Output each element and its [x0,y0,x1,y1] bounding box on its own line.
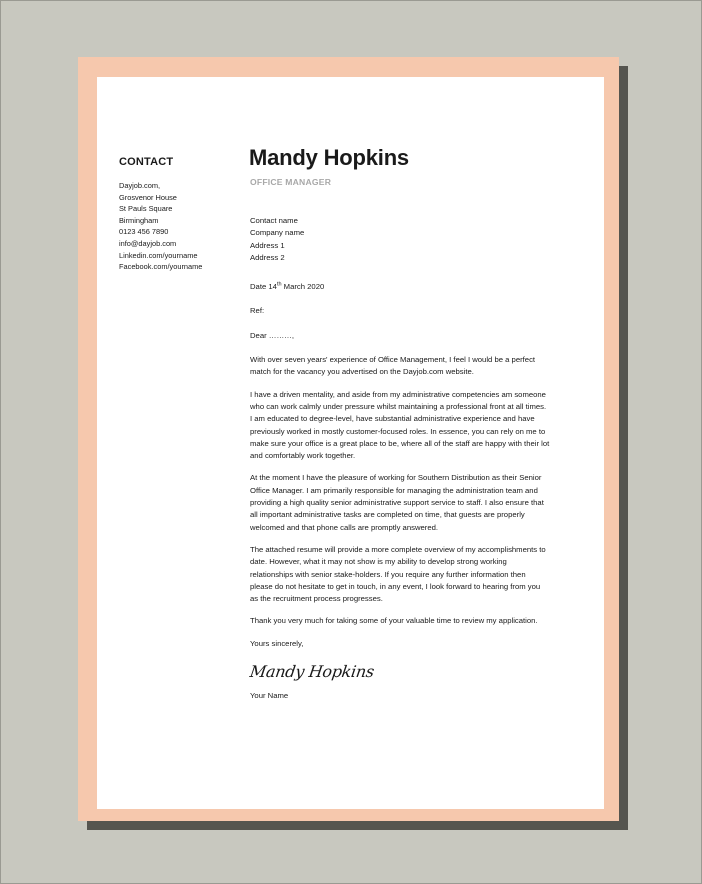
document-page [97,77,604,809]
salutation: Dear ………, [250,330,294,340]
paragraph-current-role: At the moment I have the pleasure of working for Southern Distribution as their Senior Office Manager. I am primarily responsible for managing the administration team and providing a high quality senior administrative support service to staff. I also ensure that all important administrative tasks are completed on time, that guests are properly welcomed and that phone calls are promptly answered. [250,473,544,532]
job-title: OFFICE MANAGER [250,177,332,187]
recipient-company-name: Company name [250,228,305,238]
contact-email: info@dayjob.com [119,238,177,248]
recipient-address-1: Address 1 [250,240,285,250]
closing: Yours sincerely, [250,638,304,648]
recipient-contact-name: Contact name [250,216,298,225]
paragraph-thanks: Thank you very much for taking some of your valuable time to review my application. [250,616,538,626]
letter-date: Date 14th March 2020 [250,281,325,292]
paragraph-intro: With over seven years' experience of Office Management, I feel I would be a perfect match for the vacancy you advertised on the Dayjob.com website. [250,355,536,377]
letter-ref: Ref: [250,306,265,316]
signature: Mandy Hopkins [248,662,376,682]
contact-line: Grosvenor House [119,192,177,202]
contact-line: St Pauls Square [119,204,173,214]
signoff-name: Your Name [250,691,289,701]
contact-heading: CONTACT [119,156,174,168]
recipient-address-2: Address 2 [250,252,285,262]
contact-line: Dayjob.com, [119,181,161,190]
document-sheet [78,57,619,821]
contact-line: Birmingham [119,215,159,225]
paragraph-qualities: I have a driven mentality, and aside from my administrative competencies am someone who can work calmly under pressure whilst maintaining a professional front at all times. I am educated to degree-level, have substantial administrative experience and have previously worked in mostly customer-focused roles. In essence, you can rely on me to make sure your office is a great place to be, where all of the staff are happy with their lot and comfortably work together. [250,389,550,461]
paragraph-resume: The attached resume will provide a more complete overview of my accomplishments to date. However, what it may not show is my ability to develop strong working relationships with senior stake-holders. If you require any further information then please do not hesitate to get in touch, in any event, I look forward to hearing from you as the recruitment process progresses. [250,544,546,604]
contact-list [119,180,202,273]
recipient-block [250,215,550,264]
contact-facebook: Facebook.com/yourname [119,262,203,272]
applicant-name: Mandy Hopkins [249,145,409,170]
contact-phone: 0123 456 7890 [119,227,169,237]
letter-body [250,215,550,702]
contact-linkedin: Linkedin.com/yourname [119,250,198,260]
